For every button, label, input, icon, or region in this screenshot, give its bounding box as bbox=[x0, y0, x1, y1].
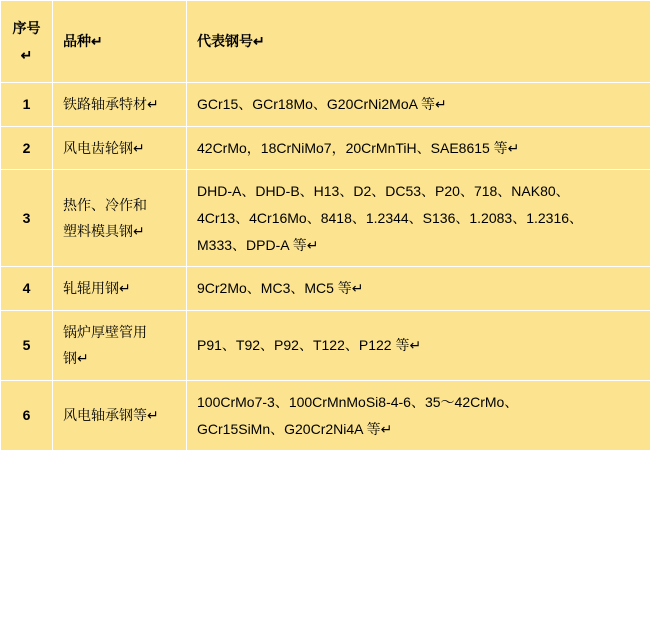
cell-no: 2 bbox=[1, 126, 53, 170]
cell-type-line: 钢↵ bbox=[63, 350, 89, 367]
cell-type bbox=[53, 310, 187, 380]
cell-type-line: 风电轴承钢等↵ bbox=[63, 407, 159, 424]
table-row bbox=[1, 170, 650, 267]
column-header-grade: 代表钢号↵ bbox=[187, 1, 650, 83]
cell-grade-line: GCr15SiMn、G20Cr2Ni4A 等↵ bbox=[197, 420, 393, 437]
cell-grade bbox=[187, 170, 650, 267]
cell-type-line: 热作、冷作和 bbox=[63, 196, 147, 213]
cell-grade bbox=[187, 310, 650, 380]
table-row bbox=[1, 310, 650, 380]
table-row bbox=[1, 380, 650, 450]
cell-type bbox=[53, 83, 187, 127]
cell-no: 3 bbox=[1, 170, 53, 267]
cell-type bbox=[53, 380, 187, 450]
cell-type-line: 锅炉厚壁管用 bbox=[63, 323, 147, 340]
cell-grade-line: M333、DPD-A 等↵ bbox=[197, 236, 319, 253]
column-header-no: 序号↵ bbox=[1, 1, 53, 83]
cell-grade-line: 9Cr2Mo、MC3、MC5 等↵ bbox=[197, 280, 364, 297]
cell-type-line: 风电齿轮钢↵ bbox=[63, 139, 145, 156]
table-header bbox=[1, 1, 650, 83]
cell-grade-line: P91、T92、P92、T122、P122 等↵ bbox=[197, 337, 422, 354]
table-row bbox=[1, 126, 650, 170]
cell-grade-line: DHD-A、DHD-B、H13、D2、DC53、P20、718、NAK80、 bbox=[197, 183, 570, 200]
table-header-row bbox=[1, 1, 650, 83]
cell-grade bbox=[187, 83, 650, 127]
cell-no: 4 bbox=[1, 267, 53, 311]
cell-type-line: 塑料模具钢↵ bbox=[63, 223, 145, 240]
table-body bbox=[1, 83, 650, 451]
cell-type bbox=[53, 267, 187, 311]
cell-type bbox=[53, 170, 187, 267]
cell-grade bbox=[187, 267, 650, 311]
cell-grade bbox=[187, 126, 650, 170]
table-row bbox=[1, 83, 650, 127]
cell-no: 5 bbox=[1, 310, 53, 380]
cell-grade-line: GCr15、GCr18Mo、G20CrNi2MoA 等↵ bbox=[197, 96, 447, 113]
table-row bbox=[1, 267, 650, 311]
cell-type-line: 铁路轴承特材↵ bbox=[63, 96, 159, 113]
cell-type-line: 轧辊用钢↵ bbox=[63, 280, 131, 297]
cell-type bbox=[53, 126, 187, 170]
cell-grade-line: 100CrMo7-3、100CrMnMoSi8-4-6、35～42CrMo、 bbox=[197, 393, 519, 410]
cell-grade-line: 4Cr13、4Cr16Mo、8418、1.2344、S136、1.2083、1.2316、 bbox=[197, 209, 584, 226]
cell-no: 6 bbox=[1, 380, 53, 450]
cell-no: 1 bbox=[1, 83, 53, 127]
column-header-type: 品种↵ bbox=[53, 1, 187, 83]
cell-grade bbox=[187, 380, 650, 450]
cell-grade-line: 42CrMo，18CrNiMo7，20CrMnTiH、SAE8615 等↵ bbox=[197, 139, 520, 156]
